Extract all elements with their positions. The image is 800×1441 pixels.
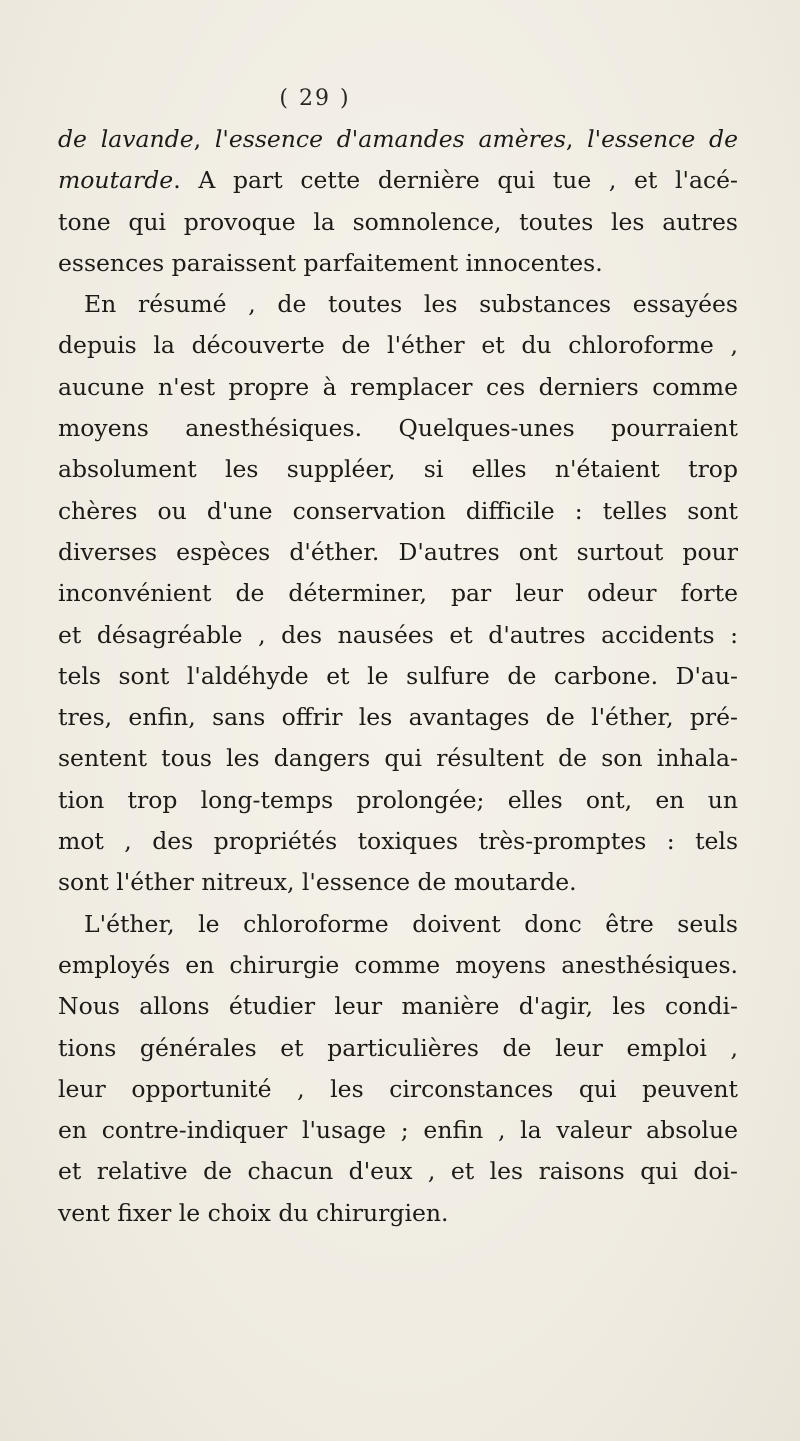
text-line xyxy=(58,243,738,284)
text-segment: diverses espèces d'éther. D'autres ont surtout pour xyxy=(58,537,738,566)
text-line xyxy=(58,1028,738,1069)
text-segment: mot , des propriétés toxiques très-promptes : tels xyxy=(58,827,738,856)
text-segment: et désagréable , des nausées et d'autres accidents : xyxy=(58,620,738,649)
text-segment: L'éther, le chloroforme doivent donc être seuls xyxy=(84,909,738,938)
text-segment: absolument les suppléer, si elles n'étaient trop xyxy=(58,455,738,484)
text-line xyxy=(58,780,738,821)
text-segment: Nous allons étudier leur manière d'agir, les condi- xyxy=(58,992,738,1021)
text-line xyxy=(58,821,738,862)
text-line xyxy=(58,738,738,779)
italic-text: de lavande xyxy=(58,125,194,153)
text-line xyxy=(58,284,738,325)
text-segment: tels sont l'aldéhyde et le sulfure de carbone. D'au- xyxy=(58,661,738,690)
text-line xyxy=(58,1151,738,1192)
text-segment: En résumé , de toutes les substances essayées xyxy=(84,290,738,319)
text-line xyxy=(58,1193,738,1234)
text-line xyxy=(58,945,738,986)
text-segment: tres, enfin, sans offrir les avantages de l'éther, pré- xyxy=(58,703,738,732)
text-segment: inconvénient de déterminer, par leur odeur forte xyxy=(58,579,738,608)
text-line xyxy=(58,202,738,243)
text-line xyxy=(58,491,738,532)
text-segment: . A part cette dernière qui tue , et l'acé- xyxy=(173,166,738,195)
text-segment: aucune n'est propre à remplacer ces derniers comme xyxy=(58,372,738,401)
text-segment: vent fixer le choix du chirurgien. xyxy=(58,1198,449,1227)
text-line xyxy=(58,119,738,160)
italic-text: l'essence de xyxy=(587,125,738,153)
text-segment: , xyxy=(193,125,215,153)
text-line xyxy=(58,904,738,945)
text-segment: tone qui provoque la somnolence, toutes les autres xyxy=(58,207,738,236)
text-segment: sentent tous les dangers qui résultent de son inhala- xyxy=(58,744,738,773)
body-text xyxy=(58,119,738,1234)
text-segment: et relative de chacun d'eux , et les raisons qui doi- xyxy=(58,1157,738,1186)
text-line xyxy=(58,367,738,408)
text-line xyxy=(58,449,738,490)
text-line xyxy=(58,408,738,449)
text-segment: tion trop long-temps prolongée; elles ont, en un xyxy=(58,785,738,814)
text-segment: tions générales et particulières de leur emploi , xyxy=(58,1033,738,1062)
italic-text: moutarde xyxy=(58,166,174,195)
text-segment: leur opportunité , les circonstances qui peuvent xyxy=(58,1074,738,1103)
text-line xyxy=(58,862,738,903)
text-line xyxy=(58,532,738,573)
text-line xyxy=(58,697,738,738)
italic-text: l'essence d'amandes amères xyxy=(214,125,566,153)
text-line xyxy=(58,986,738,1027)
text-line xyxy=(58,1069,738,1110)
text-line xyxy=(58,325,738,366)
text-line xyxy=(58,573,738,614)
text-segment: moyens anesthésiques. Quelques-unes pourraient xyxy=(58,414,738,443)
text-segment: chères ou d'une conservation difficile : telles sont xyxy=(58,496,738,525)
text-segment: essences paraissent parfaitement innocentes. xyxy=(58,248,603,277)
text-segment: depuis la découverte de l'éther et du chloroforme , xyxy=(58,331,738,360)
text-line xyxy=(58,160,738,201)
text-line xyxy=(58,615,738,656)
text-segment: , xyxy=(565,125,588,153)
text-segment: en contre-indiquer l'usage ; enfin , la valeur absolue xyxy=(58,1116,738,1145)
page-number: ( 29 ) xyxy=(279,86,351,111)
text-segment: employés en chirurgie comme moyens anesthésiques. xyxy=(58,950,738,979)
text-line xyxy=(58,1110,738,1151)
text-segment: sont l'éther nitreux, l'essence de moutarde. xyxy=(58,868,577,897)
text-line xyxy=(58,656,738,697)
